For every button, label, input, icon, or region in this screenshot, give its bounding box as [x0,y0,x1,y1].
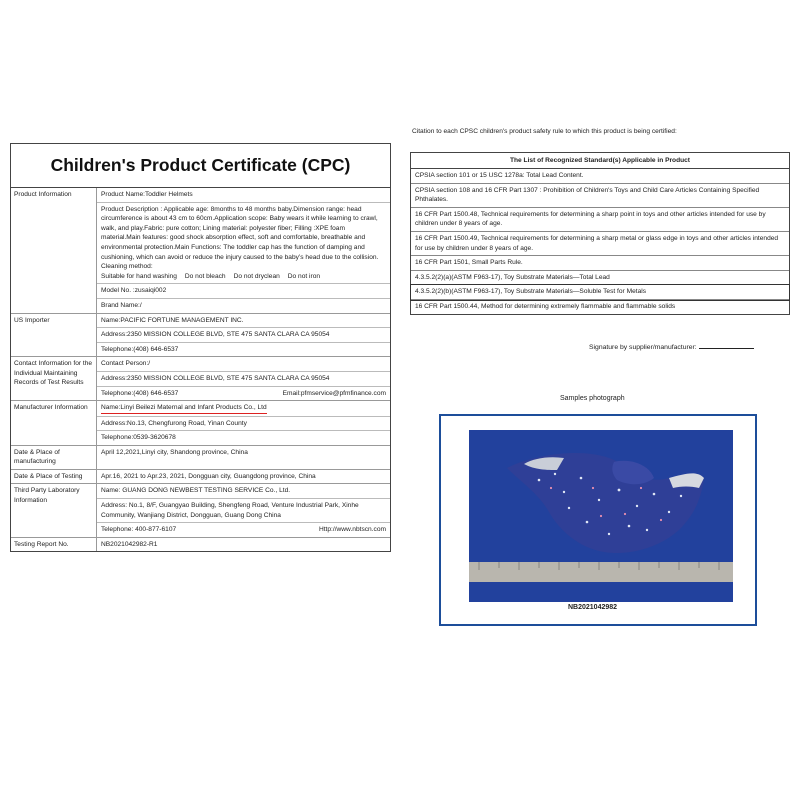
product-description: Product Description : Applicable age: 8months to 48 months baby.Dimension range: head circumference is about 43 cm to 60cm.Application scope: Baby wears it while learning to crawl, walk, and play.Fabric: pure cotton; Lining material: polyester fiber; Filling :XPE foam material.Main features: good shock absorption effect, soft and comfortable, breathable and environmental protection.Main Functions: The toddler cap has the function of damping and cushioning, which can avoid or reduce the injury caused to the baby’s head due to the collision. [101,205,379,261]
contact-label: Contact Information for the Individual Maintaining Records of Test Results [11,357,97,400]
contact-address: Address:2350 MISSION COLLEGE BLVD, STE 475 SANTA CLARA CA 95054 [97,372,390,387]
certificate-table [10,143,391,552]
standards-header: The List of Recognized Standard(s) Applicable in Product [411,153,789,169]
standard-item: 16 CFR Part 1500.49, Technical requirements for determining a sharp metal or glass edge in toys and other articles intended for use by children under 8 years of age. [411,232,789,256]
lab-website: Http://www.nbtscn.com [318,526,386,534]
lab-row [11,484,390,537]
cleaning-option: Do not bleach [184,272,226,280]
contact-person: Contact Person:/ [97,357,390,372]
manufacturer-row [11,401,390,446]
importer-row [11,314,390,358]
report-number: NB2021042982-R1 [101,540,158,548]
product-name: Product Name:Toddler Helmets [97,188,390,203]
manufacturer-phone: Telephone:0539-3620678 [101,434,176,442]
manufacturer-label: Manufacturer Information [11,401,97,445]
standard-item: CPSIA section 108 and 16 CFR Part 1307 : Prohibition of Children's Toys and Child Care Articles Containing Specified Phthalates. [411,184,789,208]
lab-address: Address: No.1, 8/F, Guangyao Building, Shengfeng Road, Venture Industrial Park, Xinhe Community, Wanjiang District, Dongguan, Guang Dong China [97,499,390,523]
standard-item: 16 CFR Part 1500.44, Method for determining extremely flammable and flammable solids [415,302,676,310]
importer-phone: Telephone:(408) 646-6537 [101,345,179,353]
signature-label: Signature by supplier/manufacturer: [589,344,697,351]
mfg-date-label: Date & Place of manufacturing [11,446,97,469]
importer-name: Name:PACIFIC FORTUNE MANAGEMENT INC. [97,314,390,329]
manufacturer-address: Address:No.13, Chengfurong Road, Yinan County [97,417,390,432]
sample-photo [469,430,733,602]
cleaning-options [101,272,386,282]
lab-label: Third Party Laboratory Information [11,484,97,536]
cleaning-option: Do not dryclean [233,272,280,280]
contact-phone: Telephone:(408) 646-6537 [101,389,179,397]
standard-item: CPSIA section 101 or 15 USC 1278a: Total Lead Content. [411,169,789,184]
certificate-title: Children's Product Certificate (CPC) [11,144,390,188]
importer-label: US Importer [11,314,97,357]
report-row [11,538,390,552]
cleaning-option: Suitable for hand washing [101,272,177,280]
test-date-row [11,470,390,485]
test-date: Apr.16, 2021 to Apr.23, 2021, Dongguan city, Guangdong province, China [101,472,316,480]
standard-item: 16 CFR Part 1500.48, Technical requirements for determining a sharp point in toys and other articles intended for use by children under 8 years of age. [411,208,789,232]
model-number: Model No. :zusaiqi002 [97,284,390,299]
cleaning-option: Do not iron [287,272,321,280]
mfg-date-row [11,446,390,470]
standard-item: 4.3.5.2(2)(a)(ASTM F963-17), Toy Substrate Materials—Total Lead [411,271,789,286]
citation-text: Citation to each CPSC children's product safety rule to which this product is being certified: [412,128,677,135]
signature-blank [699,348,754,349]
product-info-label: Product Information [11,188,97,313]
mfg-date: April 12,2021,Linyi city, Shandong province, China [101,448,248,456]
product-info-row [11,188,390,314]
lab-phone: Telephone: 400-877-6107 [101,526,177,534]
photo-title: Samples photograph [560,395,625,402]
importer-address: Address:2350 MISSION COLLEGE BLVD, STE 475 SANTA CLARA CA 95054 [97,328,390,343]
test-date-label: Date & Place of Testing [11,470,97,484]
standard-item: 16 CFR Part 1501, Small Parts Rule. [411,256,789,271]
signature-line [589,344,754,351]
cleaning-method-label: Cleaning method: [101,263,153,271]
standards-table [410,152,790,315]
contact-email: Email:pfmservice@pfmfinance.com [282,389,386,397]
photo-caption: NB2021042982 [568,604,618,611]
contact-row [11,357,390,401]
standard-item: 4.3.5.2(2)(b)(ASTM F963-17), Toy Substrate Materials—Soluble Test for Metals [411,285,789,300]
report-label: Testing Report No. [11,538,97,552]
lab-name: Name: GUANG DONG NEWBEST TESTING SERVICE Co., Ltd. [97,484,390,499]
manufacturer-name: Name:Linyi Beilezi Maternal and Infant Products Co., Ltd [101,403,267,414]
brand-name: Brand Name:/ [101,301,142,309]
